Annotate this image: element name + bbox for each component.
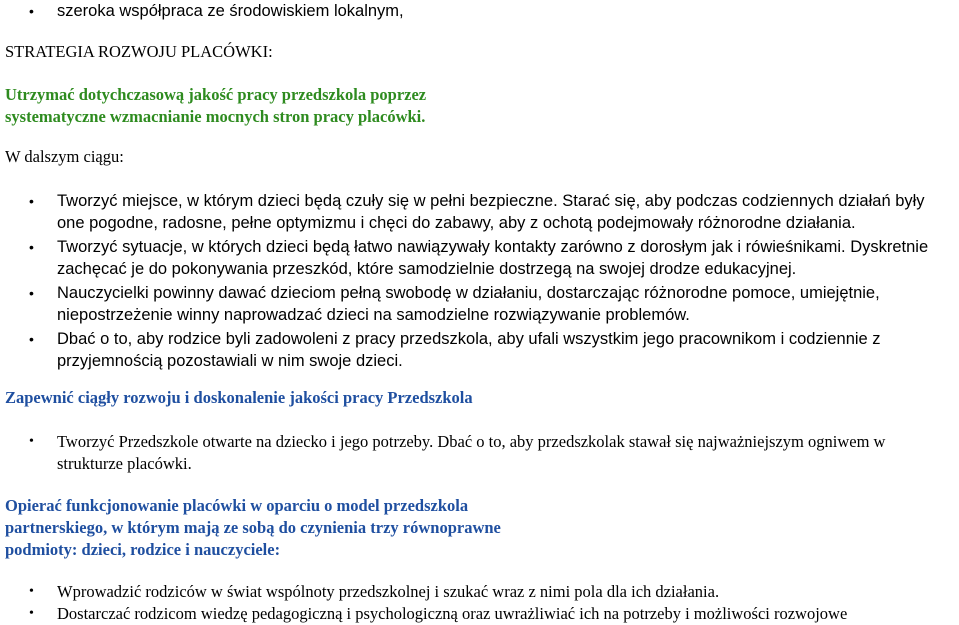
goal-3-heading: Opierać funkcjonowanie placówki w oparciu o model przedszkola partnerskiego, w którym mają ze sobą do czynienia trzy równoprawne podmioty: dzieci, rodzice i nauczyciele: <box>5 496 501 559</box>
bullet-icon: • <box>29 434 34 449</box>
list-item: • Tworzyć miejsce, w którym dzieci będą czuły się w pełni bezpieczne. Starać się, aby podczas codziennych działań były one pogodne, radosne, pełne optymizmu i chęci do zabawy, aby z ochotą podejmowały różnorodne działania. <box>29 192 925 232</box>
intro-list <box>5 0 955 22</box>
list-1 <box>5 190 955 372</box>
list-item: • Tworzyć Przedszkole otwarte na dziecko i jego potrzeby. Dbać o to, aby przedszkolak stawał się najważniejszym ogniwem w strukturze placówki. <box>29 432 886 473</box>
strategy-title: STRATEGIA ROZWOJU PLACÓWKI: <box>5 42 273 61</box>
list-item: • Nauczycielki powinny dawać dzieciom pełną swobodę w działaniu, dostarczając różnorodne pomoce, umiejętnie, niepostrzeżenie winny naprowadzać dzieci na samodzielne rozwiązywanie problemów. <box>29 284 880 324</box>
bullet-icon: • <box>29 584 34 599</box>
list-item: • Dbać o to, aby rodzice byli zadowoleni z pracy przedszkola, aby ufali wszystkim jego pracownikom i codziennie z przyjemnością pozostawiali w nim swoje dzieci. <box>29 330 881 370</box>
list-item: • Tworzyć sytuacje, w których dzieci będą łatwo nawiązywały kontakty zarówno z dorosłym jak i rówieśnikami. Dyskretnie zachęcać je do pokonywania przeszkód, które samodzielnie dostrzegą na swojej drodze edukacyjnej. <box>29 238 929 278</box>
bullet-icon: • <box>29 606 34 621</box>
list-3 <box>5 581 955 625</box>
bullet-icon: • <box>29 285 34 301</box>
list-2 <box>5 431 955 475</box>
list-item: • Wprowadzić rodziców w świat wspólnoty przedszkolnej i szukać wraz z nimi pola dla ich działania. <box>29 582 720 601</box>
list-item: • Dostarczać rodzicom wiedzę pedagogiczną i psychologiczną oraz uwrażliwiać ich na potrzeby i możliwości rozwojowe <box>29 604 848 623</box>
goal-2-heading: Zapewnić ciągły rozwoju i doskonalenie jakości pracy Przedszkola <box>5 388 473 407</box>
continuation-label: W dalszym ciągu: <box>5 147 124 166</box>
bullet-icon: • <box>29 193 34 209</box>
goal-1-heading: Utrzymać dotychczasową jakość pracy przedszkola poprzez systematyczne wzmacnianie mocnych stron pracy placówki. <box>5 85 427 126</box>
bullet-icon: • <box>29 331 34 347</box>
bullet-icon: • <box>29 239 34 255</box>
bullet-icon: • <box>29 3 34 19</box>
list-item: • szeroka współpraca ze środowiskiem lokalnym, <box>29 2 404 20</box>
